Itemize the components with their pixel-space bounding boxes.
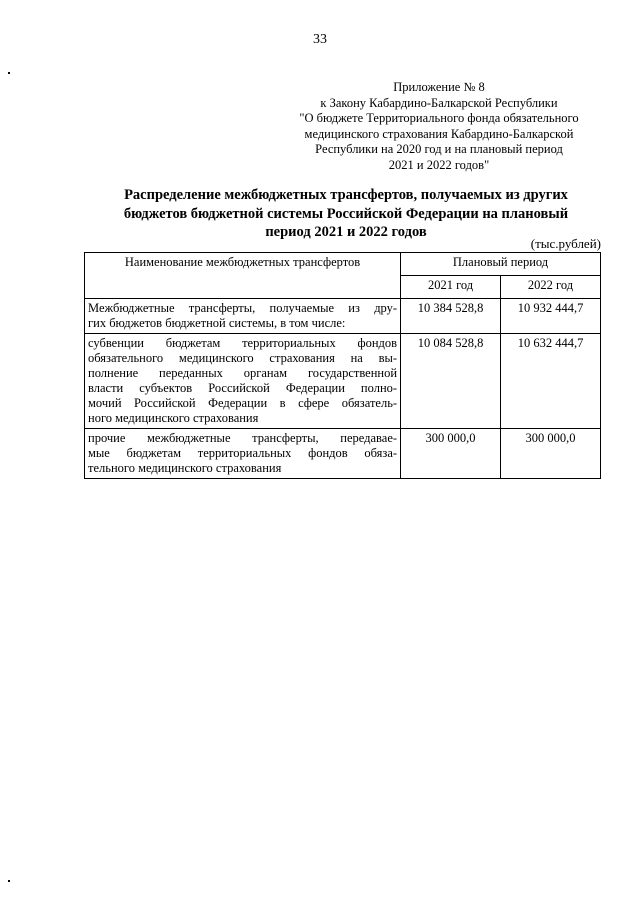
row-description	[85, 299, 401, 334]
table-row	[85, 299, 601, 334]
row-line: мочий Российской Федерации в сфере обязатель-	[88, 396, 398, 410]
row-line: обязательного медицинского страхования на вы-	[88, 351, 398, 365]
row-line: субвенции бюджетам территориальных фондов	[88, 336, 398, 350]
row-line: гих бюджетов бюджетной системы, в том числе:	[88, 316, 346, 330]
row-description	[85, 334, 401, 429]
row-line: ного медицинского страхования	[88, 411, 259, 425]
appendix-reference	[284, 80, 594, 173]
row-line: Межбюджетные трансферты, получаемые из дру-	[88, 301, 398, 315]
title-line: бюджетов бюджетной системы Российской Федерации на плановый	[123, 205, 569, 222]
value-2021: 10 384 528,8	[401, 299, 501, 334]
scan-speck	[8, 880, 10, 882]
table-header-row	[85, 253, 601, 276]
table-row	[85, 429, 601, 479]
value-2022: 300 000,0	[501, 429, 601, 479]
scan-speck	[8, 72, 10, 74]
header-name: Наименование межбюджетных трансфертов	[85, 253, 401, 299]
header-year-2022: 2022 год	[501, 276, 601, 299]
header-year-2021: 2021 год	[401, 276, 501, 299]
appendix-line: Приложение № 8	[393, 80, 485, 94]
units-label: (тыс.рублей)	[530, 236, 601, 251]
row-line: полнение переданных органам государственной	[88, 366, 398, 380]
transfers-table	[84, 252, 601, 479]
appendix-line: к Закону Кабардино-Балкарской Республики	[320, 95, 558, 110]
title-line: период 2021 и 2022 годов	[265, 224, 427, 240]
row-line: мые бюджетам территориальных фондов обяза-	[88, 446, 398, 460]
appendix-line: Республики на 2020 год и на плановый период	[315, 142, 563, 156]
row-description	[85, 429, 401, 479]
row-line: прочие межбюджетные трансферты, передавае-	[88, 431, 398, 445]
appendix-line: 2021 и 2022 годов"	[388, 157, 490, 172]
table-row	[85, 334, 601, 429]
appendix-line: "О бюджете Территориального фонда обязательного	[299, 111, 579, 125]
value-2021: 300 000,0	[401, 429, 501, 479]
title-line: Распределение межбюджетных трансфертов, получаемых из других	[124, 187, 568, 203]
value-2022: 10 632 444,7	[501, 334, 601, 429]
appendix-line: медицинского страхования Кабардино-Балкарской	[304, 126, 574, 141]
value-2021: 10 084 528,8	[401, 334, 501, 429]
row-line: тельного медицинского страхования	[88, 461, 282, 475]
value-2022: 10 932 444,7	[501, 299, 601, 334]
document-title	[76, 186, 616, 242]
page-number: 33	[313, 32, 327, 47]
row-line: власти субъектов Российской Федерации полно-	[88, 381, 398, 395]
header-period: Плановый период	[401, 253, 601, 276]
